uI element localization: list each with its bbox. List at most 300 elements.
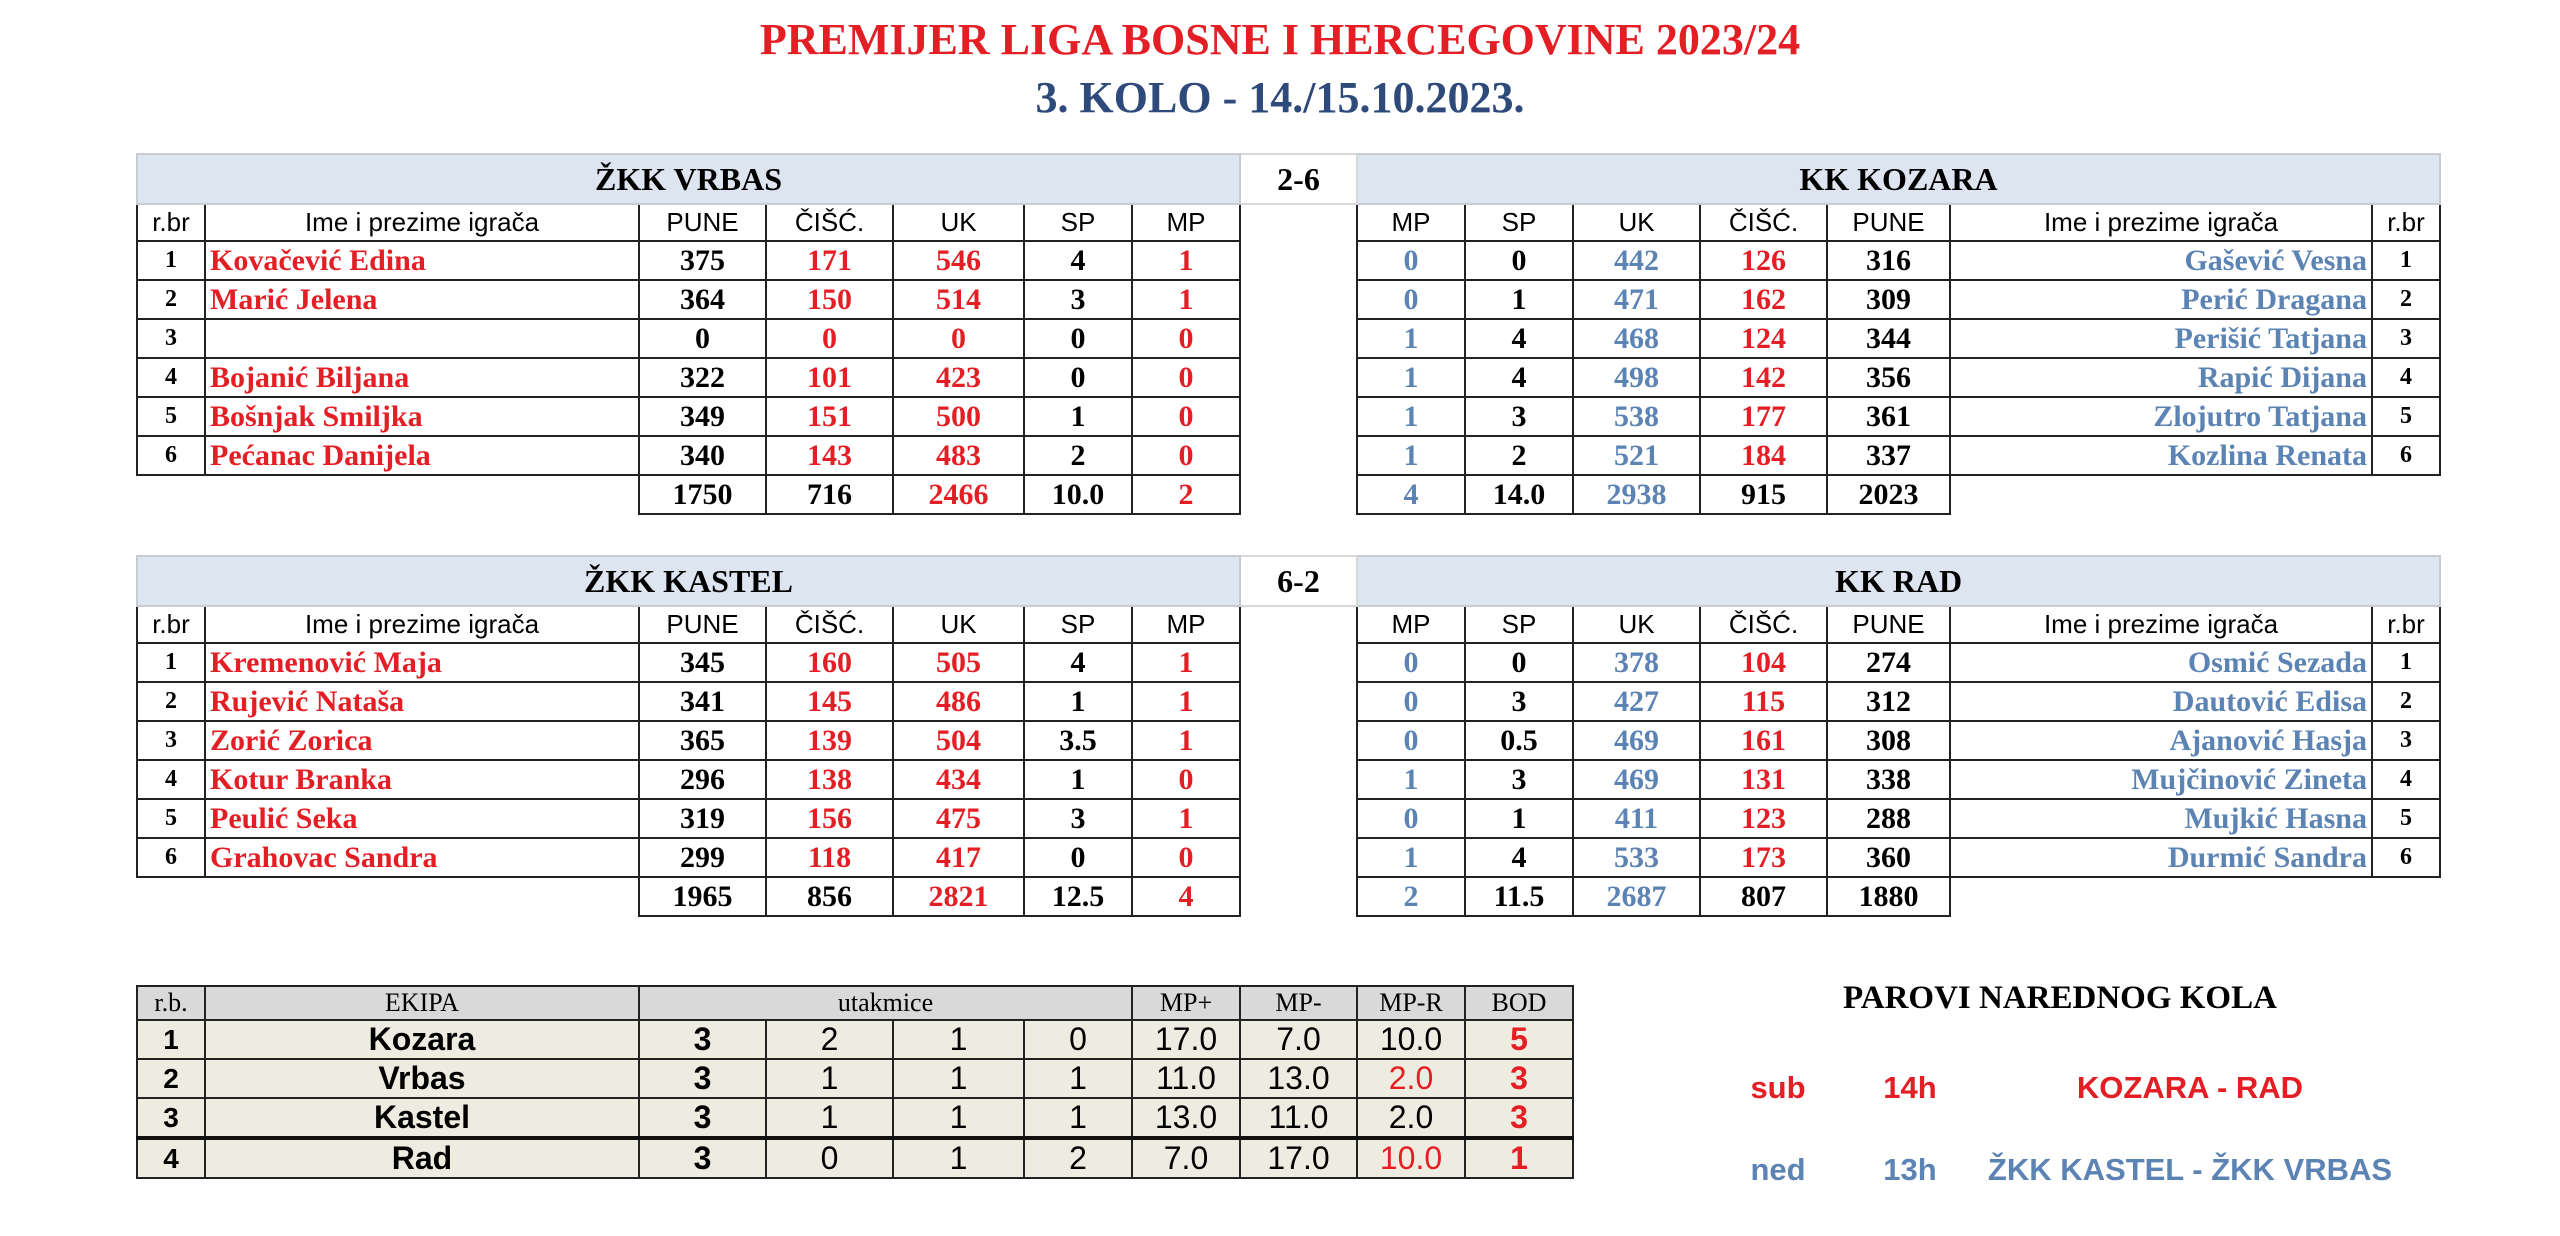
uk-cell: 471 — [1573, 280, 1700, 319]
rank-cell: 2 — [2372, 682, 2440, 721]
spacer — [1240, 682, 1357, 721]
total-cisc: 807 — [1700, 877, 1827, 916]
pune-cell: 322 — [639, 358, 766, 397]
sp-cell: 4 — [1465, 358, 1573, 397]
next-round-title: PAROVI NAREDNOG KOLA — [1843, 980, 2277, 1016]
pune-cell: 340 — [639, 436, 766, 475]
match-table — [136, 153, 2441, 515]
cisc-cell: 104 — [1700, 643, 1827, 682]
draws-cell: 1 — [893, 1138, 1024, 1178]
spacer — [1240, 877, 1357, 916]
pune-cell: 365 — [639, 721, 766, 760]
played-cell: 3 — [639, 1020, 766, 1059]
fixture-day: sub — [1750, 1070, 1806, 1105]
cisc-cell: 118 — [766, 838, 893, 877]
mp-minus-cell: 17.0 — [1240, 1138, 1357, 1178]
column-header: UK — [893, 606, 1024, 643]
mp-minus-cell: 11.0 — [1240, 1098, 1357, 1138]
column-header: SP — [1024, 204, 1132, 241]
totals-row — [137, 475, 2440, 514]
spacer — [1240, 280, 1357, 319]
pune-cell: 309 — [1827, 280, 1950, 319]
player-row — [137, 319, 2440, 358]
pune-cell: 299 — [639, 838, 766, 877]
pune-cell: 0 — [639, 319, 766, 358]
total-uk: 2687 — [1573, 877, 1700, 916]
rank-cell: 6 — [137, 838, 205, 877]
rank-cell: 3 — [137, 721, 205, 760]
rank-cell: 4 — [137, 1138, 205, 1178]
mp-cell: 0 — [1132, 358, 1240, 397]
sp-cell: 3 — [1024, 280, 1132, 319]
fixture-teams: ŽKK KASTEL - ŽKK VRBAS — [1987, 1152, 2393, 1187]
uk-cell: 500 — [893, 397, 1024, 436]
cisc-cell: 151 — [766, 397, 893, 436]
player-name: Bojanić Biljana — [205, 358, 639, 397]
mp-cell: 1 — [1132, 799, 1240, 838]
rank-cell: 5 — [137, 397, 205, 436]
cisc-cell: 138 — [766, 760, 893, 799]
sp-cell: 3 — [1465, 682, 1573, 721]
uk-cell: 434 — [893, 760, 1024, 799]
rank-cell: 4 — [137, 358, 205, 397]
team-name: Kozara — [205, 1020, 639, 1059]
mp-minus-cell: 7.0 — [1240, 1020, 1357, 1059]
pune-cell: 344 — [1827, 319, 1950, 358]
column-header: Ime i prezime igrača — [1950, 204, 2372, 241]
pune-cell: 356 — [1827, 358, 1950, 397]
cisc-cell: 115 — [1700, 682, 1827, 721]
uk-cell: 417 — [893, 838, 1024, 877]
rank-cell: 1 — [2372, 643, 2440, 682]
pune-cell: 361 — [1827, 397, 1950, 436]
pune-cell: 375 — [639, 241, 766, 280]
home-team-name: ŽKK VRBAS — [137, 154, 1240, 204]
mp-r-cell: 2.0 — [1357, 1098, 1465, 1138]
sp-cell: 2 — [1024, 436, 1132, 475]
mp-cell: 0 — [1357, 799, 1465, 838]
total-pune: 1750 — [639, 475, 766, 514]
rank-cell: 1 — [137, 643, 205, 682]
cisc-cell: 126 — [1700, 241, 1827, 280]
uk-cell: 423 — [893, 358, 1024, 397]
losses-cell: 1 — [1024, 1059, 1132, 1098]
total-uk: 2821 — [893, 877, 1024, 916]
player-name: Gašević Vesna — [1950, 241, 2372, 280]
player-name: Kotur Branka — [205, 760, 639, 799]
sp-cell: 4 — [1465, 319, 1573, 358]
total-sp: 12.5 — [1024, 877, 1132, 916]
uk-cell: 468 — [1573, 319, 1700, 358]
page-title: PREMIJER LIGA BOSNE I HERCEGOVINE 2023/24 — [759, 15, 1801, 64]
standings-header: MP- — [1240, 986, 1357, 1020]
mp-plus-cell: 7.0 — [1132, 1138, 1240, 1178]
match-table — [136, 555, 2441, 917]
mp-cell: 1 — [1357, 319, 1465, 358]
column-header: r.br — [137, 606, 205, 643]
cisc-cell: 177 — [1700, 397, 1827, 436]
uk-cell: 483 — [893, 436, 1024, 475]
mp-cell: 1 — [1357, 838, 1465, 877]
uk-cell: 498 — [1573, 358, 1700, 397]
cisc-cell: 156 — [766, 799, 893, 838]
mp-r-cell: 2.0 — [1357, 1059, 1465, 1098]
player-name: Osmić Sezada — [1950, 643, 2372, 682]
spacer — [1240, 760, 1357, 799]
column-header: r.br — [2372, 204, 2440, 241]
pune-cell: 338 — [1827, 760, 1950, 799]
fixture-day: ned — [1750, 1152, 1806, 1187]
cisc-cell: 161 — [1700, 721, 1827, 760]
pune-cell: 345 — [639, 643, 766, 682]
sp-cell: 3 — [1465, 397, 1573, 436]
standings-row — [137, 1098, 1573, 1138]
mp-cell: 0 — [1357, 280, 1465, 319]
cisc-cell: 150 — [766, 280, 893, 319]
player-name: Kremenović Maja — [205, 643, 639, 682]
standings-header: utakmice — [639, 986, 1132, 1020]
player-row — [137, 280, 2440, 319]
column-header: ČIŠĆ. — [766, 606, 893, 643]
column-header: UK — [1573, 606, 1700, 643]
totals-row — [137, 877, 2440, 916]
total-cisc: 856 — [766, 877, 893, 916]
mp-cell: 1 — [1357, 397, 1465, 436]
total-mp: 2 — [1132, 475, 1240, 514]
uk-cell: 546 — [893, 241, 1024, 280]
mp-minus-cell: 13.0 — [1240, 1059, 1357, 1098]
player-name — [205, 319, 639, 358]
sp-cell: 0.5 — [1465, 721, 1573, 760]
rank-cell: 6 — [2372, 838, 2440, 877]
rank-cell: 5 — [137, 799, 205, 838]
uk-cell: 504 — [893, 721, 1024, 760]
uk-cell: 469 — [1573, 721, 1700, 760]
column-header: Ime i prezime igrača — [205, 606, 639, 643]
cisc-cell: 124 — [1700, 319, 1827, 358]
sp-cell: 4 — [1465, 838, 1573, 877]
cisc-cell: 0 — [766, 319, 893, 358]
column-header: Ime i prezime igrača — [1950, 606, 2372, 643]
uk-cell: 442 — [1573, 241, 1700, 280]
total-cisc: 716 — [766, 475, 893, 514]
player-name: Perišić Tatjana — [1950, 319, 2372, 358]
total-uk: 2466 — [893, 475, 1024, 514]
played-cell: 3 — [639, 1098, 766, 1138]
sp-cell: 1 — [1024, 760, 1132, 799]
mp-cell: 0 — [1357, 682, 1465, 721]
uk-cell: 538 — [1573, 397, 1700, 436]
rank-cell: 1 — [2372, 241, 2440, 280]
losses-cell: 1 — [1024, 1098, 1132, 1138]
total-sp: 11.5 — [1465, 877, 1573, 916]
mp-cell: 0 — [1357, 643, 1465, 682]
rank-cell: 1 — [137, 1020, 205, 1059]
player-name: Rapić Dijana — [1950, 358, 2372, 397]
player-name: Peulić Seka — [205, 799, 639, 838]
rank-cell: 6 — [137, 436, 205, 475]
column-header: PUNE — [1827, 204, 1950, 241]
sp-cell: 0 — [1024, 358, 1132, 397]
mp-cell: 0 — [1132, 397, 1240, 436]
cisc-cell: 145 — [766, 682, 893, 721]
player-row — [137, 721, 2440, 760]
pune-cell: 312 — [1827, 682, 1950, 721]
mp-cell: 1 — [1357, 358, 1465, 397]
sp-cell: 4 — [1024, 241, 1132, 280]
mp-cell: 0 — [1357, 241, 1465, 280]
total-uk: 2938 — [1573, 475, 1700, 514]
losses-cell: 2 — [1024, 1138, 1132, 1178]
cisc-cell: 131 — [1700, 760, 1827, 799]
pune-cell: 341 — [639, 682, 766, 721]
standings-header: MP-R — [1357, 986, 1465, 1020]
pune-cell: 360 — [1827, 838, 1950, 877]
pune-cell: 349 — [639, 397, 766, 436]
uk-cell: 427 — [1573, 682, 1700, 721]
fixture-time: 14h — [1883, 1070, 1937, 1105]
cisc-cell: 139 — [766, 721, 893, 760]
player-name: Mujčinović Zineta — [1950, 760, 2372, 799]
rank-cell: 3 — [137, 1098, 205, 1138]
uk-cell: 514 — [893, 280, 1024, 319]
home-team-name: ŽKK KASTEL — [137, 556, 1240, 606]
standings-header: r.b. — [137, 986, 205, 1020]
column-header: SP — [1465, 606, 1573, 643]
player-row — [137, 241, 2440, 280]
standings-row — [137, 1020, 1573, 1059]
player-name: Zorić Zorica — [205, 721, 639, 760]
column-header: SP — [1465, 204, 1573, 241]
mp-cell: 1 — [1357, 760, 1465, 799]
sp-cell: 0 — [1024, 838, 1132, 877]
column-header: SP — [1024, 606, 1132, 643]
spacer — [1240, 319, 1357, 358]
spacer — [1240, 721, 1357, 760]
mp-cell: 1 — [1132, 682, 1240, 721]
pune-cell: 319 — [639, 799, 766, 838]
points-cell: 3 — [1465, 1059, 1573, 1098]
uk-cell: 475 — [893, 799, 1024, 838]
pune-cell: 316 — [1827, 241, 1950, 280]
losses-cell: 0 — [1024, 1020, 1132, 1059]
sp-cell: 0 — [1465, 241, 1573, 280]
spacer — [1240, 397, 1357, 436]
match-result: 6-2 — [1240, 556, 1357, 606]
standings-table — [136, 985, 1574, 1179]
player-name: Grahovac Sandra — [205, 838, 639, 877]
player-row — [137, 397, 2440, 436]
rank-cell: 4 — [137, 760, 205, 799]
mp-cell: 1 — [1132, 721, 1240, 760]
uk-cell: 0 — [893, 319, 1024, 358]
mp-r-cell: 10.0 — [1357, 1020, 1465, 1059]
player-name: Kovačević Edina — [205, 241, 639, 280]
column-header: MP — [1132, 606, 1240, 643]
rank-cell: 2 — [137, 280, 205, 319]
rank-cell: 2 — [137, 1059, 205, 1098]
player-row — [137, 682, 2440, 721]
player-name: Bošnjak Smiljka — [205, 397, 639, 436]
cisc-cell: 123 — [1700, 799, 1827, 838]
sp-cell: 2 — [1465, 436, 1573, 475]
uk-cell: 378 — [1573, 643, 1700, 682]
played-cell: 3 — [639, 1059, 766, 1098]
uk-cell: 411 — [1573, 799, 1700, 838]
away-team-name: KK KOZARA — [1357, 154, 2440, 204]
player-name: Marić Jelena — [205, 280, 639, 319]
pune-cell: 274 — [1827, 643, 1950, 682]
total-cisc: 915 — [1700, 475, 1827, 514]
mp-cell: 1 — [1357, 436, 1465, 475]
mp-r-cell: 10.0 — [1357, 1138, 1465, 1178]
sp-cell: 4 — [1024, 643, 1132, 682]
sp-cell: 1 — [1024, 397, 1132, 436]
column-header: r.br — [137, 204, 205, 241]
sp-cell: 1 — [1024, 682, 1132, 721]
total-sp: 14.0 — [1465, 475, 1573, 514]
spacer — [1240, 643, 1357, 682]
sp-cell: 1 — [1465, 799, 1573, 838]
sp-cell: 3 — [1465, 760, 1573, 799]
cisc-cell: 171 — [766, 241, 893, 280]
player-name: Ajanović Hasja — [1950, 721, 2372, 760]
rank-cell: 3 — [137, 319, 205, 358]
mp-cell: 1 — [1132, 280, 1240, 319]
column-header: MP — [1357, 606, 1465, 643]
match-result: 2-6 — [1240, 154, 1357, 204]
cisc-cell: 101 — [766, 358, 893, 397]
mp-cell: 0 — [1132, 760, 1240, 799]
player-name: Perić Dragana — [1950, 280, 2372, 319]
spacer — [1240, 241, 1357, 280]
rank-cell: 5 — [2372, 397, 2440, 436]
cisc-cell: 160 — [766, 643, 893, 682]
cisc-cell: 143 — [766, 436, 893, 475]
cisc-cell: 142 — [1700, 358, 1827, 397]
points-cell: 5 — [1465, 1020, 1573, 1059]
sp-cell: 3 — [1024, 799, 1132, 838]
player-name: Kozlina Renata — [1950, 436, 2372, 475]
rank-cell: 1 — [137, 241, 205, 280]
player-name: Dautović Edisa — [1950, 682, 2372, 721]
rank-cell: 2 — [137, 682, 205, 721]
draws-cell: 1 — [893, 1020, 1024, 1059]
player-row — [137, 643, 2440, 682]
wins-cell: 0 — [766, 1138, 893, 1178]
player-name: Durmić Sandra — [1950, 838, 2372, 877]
total-mp: 4 — [1132, 877, 1240, 916]
column-header: PUNE — [639, 204, 766, 241]
column-header: ČIŠĆ. — [766, 204, 893, 241]
column-header: MP — [1357, 204, 1465, 241]
player-row — [137, 436, 2440, 475]
column-header: UK — [1573, 204, 1700, 241]
standings-header: MP+ — [1132, 986, 1240, 1020]
uk-cell: 486 — [893, 682, 1024, 721]
mp-cell: 1 — [1132, 643, 1240, 682]
column-header: PUNE — [639, 606, 766, 643]
wins-cell: 2 — [766, 1020, 893, 1059]
total-pune: 1880 — [1827, 877, 1950, 916]
player-name: Pećanac Danijela — [205, 436, 639, 475]
pune-cell: 296 — [639, 760, 766, 799]
points-cell: 3 — [1465, 1098, 1573, 1138]
uk-cell: 521 — [1573, 436, 1700, 475]
rank-cell: 3 — [2372, 319, 2440, 358]
player-row — [137, 358, 2440, 397]
player-name: Rujević Nataša — [205, 682, 639, 721]
draws-cell: 1 — [893, 1098, 1024, 1138]
pune-cell: 288 — [1827, 799, 1950, 838]
rank-cell: 2 — [2372, 280, 2440, 319]
player-row — [137, 799, 2440, 838]
total-mp: 2 — [1357, 877, 1465, 916]
mp-plus-cell: 13.0 — [1132, 1098, 1240, 1138]
mp-plus-cell: 11.0 — [1132, 1059, 1240, 1098]
pune-cell: 364 — [639, 280, 766, 319]
spacer — [1240, 799, 1357, 838]
uk-cell: 533 — [1573, 838, 1700, 877]
mp-cell: 0 — [1132, 319, 1240, 358]
column-header: UK — [893, 204, 1024, 241]
spacer — [1240, 358, 1357, 397]
team-name: Vrbas — [205, 1059, 639, 1098]
team-name: Rad — [205, 1138, 639, 1178]
total-pune: 2023 — [1827, 475, 1950, 514]
standings-row — [137, 1138, 1573, 1178]
standings-header: EKIPA — [205, 986, 639, 1020]
rank-cell: 4 — [2372, 760, 2440, 799]
sp-cell: 0 — [1024, 319, 1132, 358]
pune-cell: 308 — [1827, 721, 1950, 760]
player-row — [137, 760, 2440, 799]
spacer — [1240, 475, 1357, 514]
uk-cell: 505 — [893, 643, 1024, 682]
cisc-cell: 162 — [1700, 280, 1827, 319]
standings-header: BOD — [1465, 986, 1573, 1020]
wins-cell: 1 — [766, 1059, 893, 1098]
away-team-name: KK RAD — [1357, 556, 2440, 606]
mp-cell: 1 — [1132, 241, 1240, 280]
team-name: Kastel — [205, 1098, 639, 1138]
wins-cell: 1 — [766, 1098, 893, 1138]
uk-cell: 469 — [1573, 760, 1700, 799]
spacer — [1240, 838, 1357, 877]
column-header: MP — [1132, 204, 1240, 241]
column-header: ČIŠĆ. — [1700, 606, 1827, 643]
spacer — [1240, 436, 1357, 475]
player-name: Mujkić Hasna — [1950, 799, 2372, 838]
total-mp: 4 — [1357, 475, 1465, 514]
total-sp: 10.0 — [1024, 475, 1132, 514]
rank-cell: 5 — [2372, 799, 2440, 838]
spacer — [1240, 204, 1357, 241]
column-header: Ime i prezime igrača — [205, 204, 639, 241]
rank-cell: 6 — [2372, 436, 2440, 475]
standings-row — [137, 1059, 1573, 1098]
column-header: r.br — [2372, 606, 2440, 643]
cisc-cell: 184 — [1700, 436, 1827, 475]
pune-cell: 337 — [1827, 436, 1950, 475]
column-header: PUNE — [1827, 606, 1950, 643]
total-pune: 1965 — [639, 877, 766, 916]
page-subtitle: 3. KOLO - 14./15.10.2023. — [1035, 73, 1525, 122]
points-cell: 1 — [1465, 1138, 1573, 1178]
sp-cell: 3.5 — [1024, 721, 1132, 760]
player-name: Zlojutro Tatjana — [1950, 397, 2372, 436]
player-row — [137, 838, 2440, 877]
